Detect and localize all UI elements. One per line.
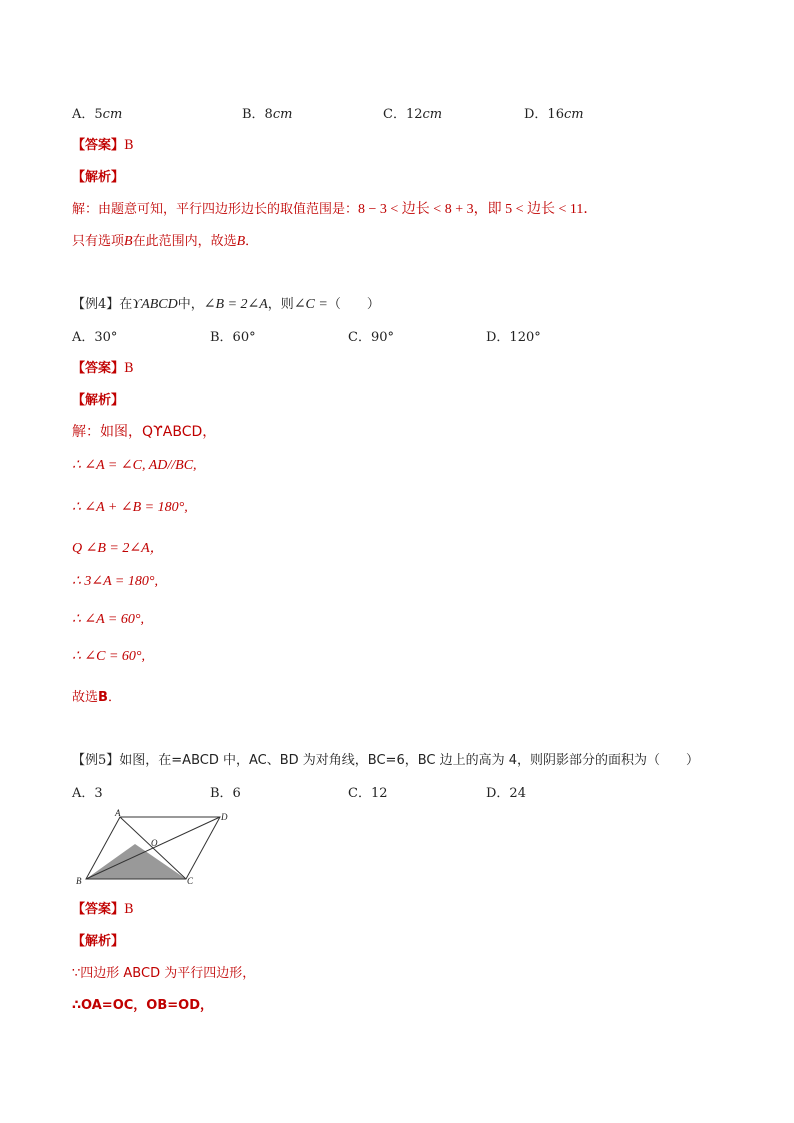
q5-step-2: ∴OA=OC，OB=OD， bbox=[72, 998, 213, 1013]
q4-conclusion: 故选B． bbox=[72, 690, 121, 705]
label-c: C bbox=[187, 876, 194, 886]
parallelogram-figure bbox=[72, 808, 242, 888]
q3-answer bbox=[72, 134, 134, 153]
q4-step-5: ∴ 3∠A = 180°, bbox=[72, 574, 158, 589]
q5-option-b: B．6 bbox=[210, 786, 241, 801]
q4-step-4: Q ∠B = 2∠A， bbox=[72, 541, 164, 556]
q4-option-d: D．120° bbox=[486, 330, 541, 345]
q4-step-3: ∴ ∠A + ∠B = 180°, bbox=[72, 500, 188, 515]
q4-step-2: ∴ ∠A = ∠C, AD//BC, bbox=[72, 458, 197, 473]
q4-stem: 【例4】在ϒABCD中，∠B = 2∠A，则∠C =（ ） bbox=[72, 297, 380, 312]
q5-option-a: A．3 bbox=[72, 786, 103, 801]
shaded-triangle-obc bbox=[86, 844, 186, 879]
answer-value: B bbox=[124, 361, 134, 376]
q4-analysis-label: 【解析】 bbox=[72, 393, 125, 408]
label-a: A bbox=[115, 808, 121, 818]
q4-option-a: A．30° bbox=[72, 330, 118, 345]
q3-option-d: D．16cm bbox=[524, 107, 584, 122]
answer-label: 【答案】 bbox=[72, 138, 125, 153]
q3-option-c: C．12cm bbox=[383, 107, 443, 122]
q4-step-1: 解：如图，QϒABCD， bbox=[72, 424, 217, 440]
q5-answer bbox=[72, 898, 134, 917]
q4-answer bbox=[72, 357, 134, 376]
label-d: D bbox=[221, 812, 228, 822]
answer-label: 【答案】 bbox=[72, 361, 125, 376]
answer-value: B bbox=[124, 138, 134, 153]
q3-analysis-line-1: 解：由题意可知，平行四边形边长的取值范围是：8 − 3 < 边长 < 8 + 3，即 5 < 边长 < 11． bbox=[72, 202, 598, 217]
label-o: O bbox=[151, 838, 158, 848]
q5-analysis-label: 【解析】 bbox=[72, 934, 125, 949]
q5-step-1: ∵四边形 ABCD 为平行四边形， bbox=[72, 966, 256, 981]
answer-label: 【答案】 bbox=[72, 902, 125, 917]
label-b: B bbox=[76, 876, 82, 886]
example-tag: 【例4】 bbox=[72, 297, 120, 312]
example-tag: 【例5】 bbox=[72, 753, 120, 768]
q4-option-b: B．60° bbox=[210, 330, 256, 345]
q4-step-7: ∴ ∠C = 60°, bbox=[72, 649, 146, 664]
answer-value: B bbox=[124, 902, 134, 917]
q3-option-b: B．8cm bbox=[242, 107, 293, 122]
q5-stem: 【例5】如图，在=ABCD 中，AC、BD 为对角线，BC=6，BC 边上的高为 4，则阴影部分的面积为（ ） bbox=[72, 753, 700, 768]
q3-analysis-label: 【解析】 bbox=[72, 170, 125, 185]
q5-option-c: C．12 bbox=[348, 786, 388, 801]
q3-option-a: A．5cm bbox=[72, 107, 123, 122]
q3-analysis-line-2: 只有选项B在此范围内，故选B． bbox=[72, 234, 259, 249]
q4-step-6: ∴ ∠A = 60°, bbox=[72, 612, 144, 627]
q5-option-d: D．24 bbox=[486, 786, 526, 801]
q4-option-c: C．90° bbox=[348, 330, 394, 345]
